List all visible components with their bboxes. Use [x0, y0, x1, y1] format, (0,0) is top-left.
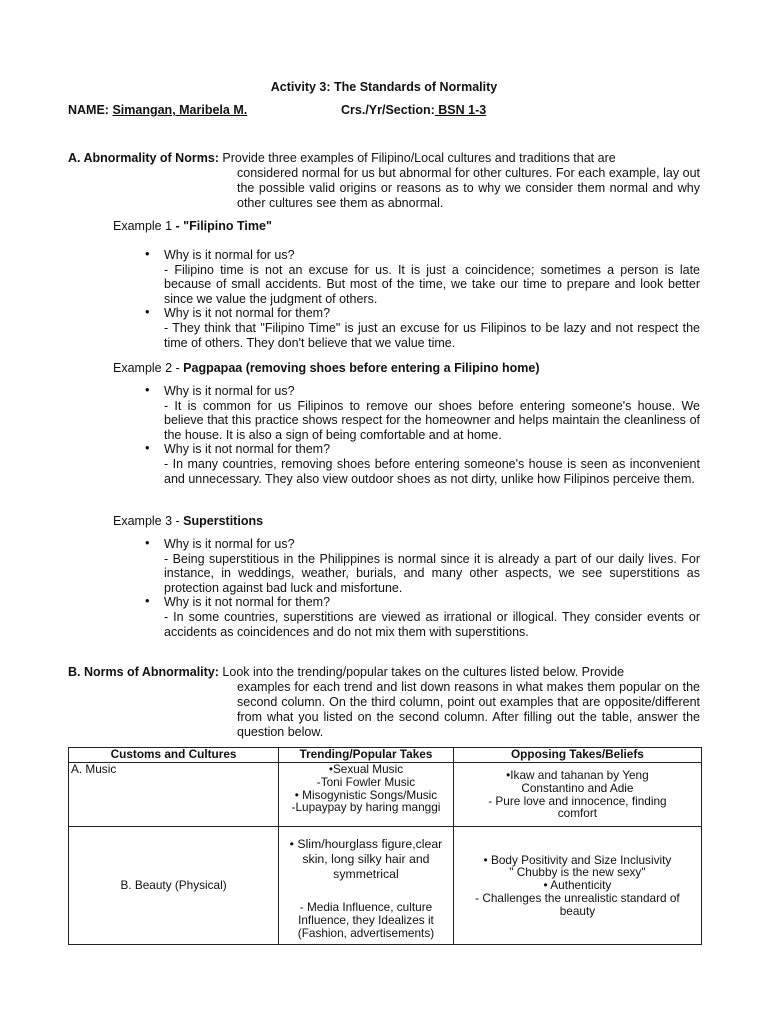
example-3-a2: - In some countries, superstitions are viewed as irrational or illogical. They consider events or accidents as coincidences and do not mix them with superstitions.: [164, 609, 700, 639]
example-1-heading: [113, 219, 272, 233]
norms-table: [68, 747, 702, 945]
table-header-opposing: Opposing Takes/Beliefs: [453, 748, 701, 763]
example-3-bullets: [145, 537, 700, 639]
trending-line: •Sexual Music: [328, 762, 404, 776]
example-2-sep: -: [172, 361, 184, 375]
crs-label: Crs./Yr/Section:: [341, 103, 435, 117]
example-3-heading: [113, 514, 263, 528]
example-2-a1: - It is common for us Filipinos to remove our shoes before entering someone's house. We believe that this practice shows respect for the homeowner and helps maintain the cleanliness of the house. It is also a sign of being comfortable and at home.: [164, 398, 700, 442]
example-2-name: Pagpapaa (removing shoes before entering a Filipino home): [183, 361, 540, 375]
section-a-heading: A. Abnormality of Norms:: [68, 151, 219, 165]
trending-line: -Lupaypay by haring manggi: [291, 800, 441, 815]
table-cell-opposing: [453, 763, 701, 827]
section-a-intro-rest: considered normal for us but abnormal for other cultures. For each example, lay out the possible valid origins or reasons as to why we consider them normal and why other cultures see them as abnormal.: [237, 166, 700, 210]
table-cell-opposing: [453, 827, 701, 945]
example-1-q2: • Why is it not normal for them?: [145, 306, 700, 321]
table-cell-custom: A. Music: [69, 763, 279, 827]
name-label: NAME:: [68, 103, 109, 117]
opposing-line: " Chubby is the new sexy": [509, 865, 646, 880]
section-a-intro-first: Provide three examples of Filipino/Local cultures and traditions that are: [222, 151, 616, 165]
name-line: [68, 103, 247, 117]
trending-line: - Media Influence, culture Influence, they Idealizes it (Fashion, advertisements): [297, 900, 435, 940]
example-2-heading: [113, 361, 539, 375]
table-header-trending: Trending/Popular Takes: [279, 748, 454, 763]
opposing-line: - Challenges the unrealistic standard of beauty: [475, 890, 680, 918]
trending-line: -Toni Fowler Music: [316, 774, 416, 789]
example-1-a1: - Filipino time is not an excuse for us. It is just a coincidence; sometimes a person is late because of small accidents. But most of the time, we take our time to prepare and look better since we value the judgment of others.: [164, 262, 700, 306]
trending-line: • Slim/hourglass figure,clear skin, long silky hair and symmetrical: [289, 837, 443, 881]
opposing-line: • Body Positivity and Size Inclusivity: [483, 852, 672, 867]
table-cell-trending: [279, 827, 454, 945]
example-3-prefix: Example 3: [113, 514, 173, 528]
crs-value: BSN 1-3: [434, 103, 487, 117]
name-value: Simangan, Maribela M.: [112, 103, 248, 117]
page-title: Activity 3: The Standards of Normality: [270, 80, 498, 94]
section-b-heading: B. Norms of Abnormality:: [68, 665, 219, 679]
example-1-bullets: [145, 248, 700, 350]
table-cell-trending: [279, 763, 454, 827]
example-2-a2: - In many countries, removing shoes before entering someone's house is seen as inconvenient and unnecessary. They also view outdoor shoes as not dirty, unlike how Filipinos perceive them.: [164, 456, 700, 486]
opposing-line: •Ikaw and tahanan by Yeng Constantino and Adie: [506, 767, 649, 795]
opposing-line: - Pure love and innocence, finding comfort: [488, 793, 667, 821]
table-cell-custom: B. Beauty (Physical): [69, 827, 279, 945]
table-header-row: [69, 748, 702, 763]
example-3-sep: -: [172, 514, 184, 528]
example-2-q2: • Why is it not normal for them?: [145, 442, 700, 457]
example-3-q2: • Why is it not normal for them?: [145, 595, 700, 610]
table-header-customs: Customs and Cultures: [69, 748, 279, 763]
example-2-q1: • Why is it normal for us?: [145, 384, 700, 399]
example-1-name: "Filipino Time": [183, 219, 272, 233]
section-b-intro-first: Look into the trending/popular takes on the cultures listed below. Provide: [222, 665, 625, 679]
section-b-intro-rest: examples for each trend and list down reasons in what makes them popular on the second column. On the third column, point out examples that are opposite/different from what you listed on the second column. After filling out the table, answer the question below.: [237, 680, 700, 739]
section-b-intro: [68, 665, 700, 740]
example-1-prefix: Example 1: [113, 219, 173, 233]
example-1-a2: - They think that "Filipino Time" is just an excuse for us Filipinos to be lazy and not respect the time of others. They don't believe that we value time.: [164, 320, 700, 350]
example-2-bullets: [145, 384, 700, 486]
table-row: [69, 763, 702, 827]
example-2-prefix: Example 2: [113, 361, 173, 375]
table-row: [69, 827, 702, 945]
trending-line: • Misogynistic Songs/Music: [294, 787, 438, 802]
example-1-q1: • Why is it normal for us?: [145, 248, 700, 263]
example-3-name: Superstitions: [183, 514, 264, 528]
opposing-line: • Authenticity: [543, 878, 612, 893]
example-1-sep: -: [172, 219, 184, 233]
example-3-q1: • Why is it normal for us?: [145, 537, 700, 552]
section-a-intro: [68, 151, 700, 211]
example-3-a1: - Being superstitious in the Philippines is normal since it is already a part of our daily lives. For instance, in weddings, weather, burials, and many other aspects, we see superstitions as protection against bad luck and misfortune.: [164, 551, 700, 595]
section-line: [341, 103, 486, 117]
